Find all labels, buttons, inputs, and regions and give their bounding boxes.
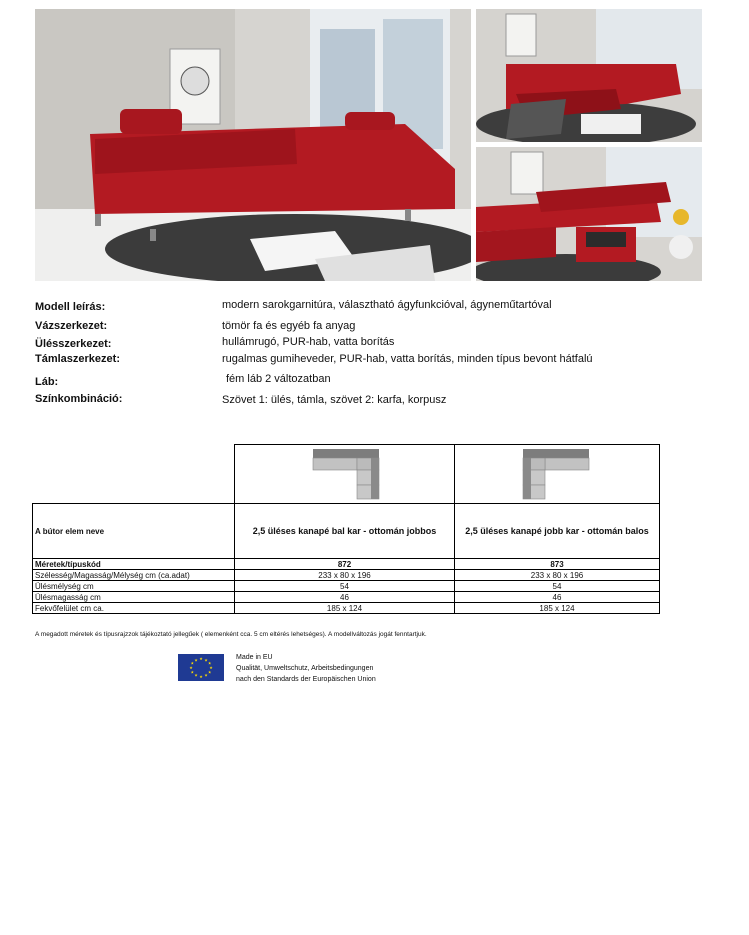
svg-text:★: ★ [199, 674, 203, 679]
spec-value-model: modern sarokgarnitúra, választható ágyfunkcióval, ágyneműtartóval [222, 299, 552, 311]
row-label: Méretek/típuskód [33, 559, 235, 570]
spec-value-back: rugalmas gumiheveder, PUR-hab, vatta borítás, minden típus bevont hátfalú [222, 353, 593, 365]
cell-left: 233 x 80 x 196 [235, 570, 455, 581]
table-row [33, 603, 660, 614]
svg-text:★: ★ [204, 672, 208, 678]
eu-line-standards: nach den Standards der Europäischen Union [236, 676, 376, 683]
cell-right: 873 [455, 559, 660, 570]
diagram-cell-left [235, 445, 455, 504]
svg-text:★: ★ [207, 669, 212, 675]
table-corner [33, 445, 235, 504]
spec-value-seat: hullámrugó, PUR-hab, vatta borítás [222, 336, 395, 348]
eu-flag-icon [178, 654, 224, 681]
cell-left: 46 [235, 592, 455, 603]
svg-text:★: ★ [194, 657, 198, 663]
row-label: Ülésmélység cm [33, 581, 235, 592]
product-photo-main [35, 9, 471, 281]
cell-left: 872 [235, 559, 455, 570]
table-row [33, 581, 660, 592]
svg-text:★: ★ [199, 656, 203, 661]
spec-value-color: Szövet 1: ülés, támla, szövet 2: karfa, korpusz [222, 394, 447, 406]
table-row [33, 559, 660, 570]
name-header: A bútor elem neve [33, 504, 235, 559]
row-label: Fekvőfelület cm ca. [33, 603, 235, 614]
eu-statement [236, 652, 376, 685]
cell-left: 185 x 124 [235, 603, 455, 614]
spec-label-seat: Ülésszerkezet: [35, 338, 112, 350]
spec-label-leg: Láb: [35, 376, 59, 388]
cell-right: 233 x 80 x 196 [455, 570, 660, 581]
spec-label-model: Modell leírás: [35, 301, 106, 313]
eu-line-quality: Qualität, Umweltschutz, Arbeitsbedingungen [236, 665, 374, 672]
cell-left: 54 [235, 581, 455, 592]
spec-label-back: Támlaszerkezet: [35, 353, 120, 365]
svg-text:★: ★ [190, 669, 195, 675]
sofa-diagram-right-icon [521, 445, 593, 501]
sofa-diagram-left-icon [309, 445, 381, 501]
cell-right: 185 x 124 [455, 603, 660, 614]
diagram-cell-right [455, 445, 660, 504]
disclaimer-note: A megadott méretek és típusrajzzok tájékoztató jellegűek ( elemenként cca. 5 cm eltérés lehetséges). A modellváltozás jogát fenntartjuk. [35, 631, 427, 638]
dimension-table [32, 444, 660, 614]
eu-line-made-in: Made in EU [236, 654, 273, 661]
cell-right: 54 [455, 581, 660, 592]
row-label: Szélesség/Magasság/Mélység cm (ca.adat) [33, 570, 235, 581]
cell-right: 46 [455, 592, 660, 603]
row-label: Ülésmagasság cm [33, 592, 235, 603]
svg-text:★: ★ [190, 660, 195, 666]
product-name-right: 2,5 üléses kanapé jobb kar - ottomán balos [455, 504, 660, 559]
table-row [33, 570, 660, 581]
svg-text:★: ★ [207, 660, 212, 666]
svg-text:★: ★ [189, 665, 193, 670]
product-photo-storage [476, 147, 702, 281]
svg-text:★: ★ [209, 665, 213, 670]
spec-value-leg: fém láb 2 változatban [226, 373, 331, 385]
spec-label-color: Színkombináció: [35, 393, 123, 405]
product-photo-bed-function [476, 9, 702, 142]
svg-text:★: ★ [194, 672, 198, 678]
table-row [33, 592, 660, 603]
svg-text:★: ★ [204, 657, 208, 663]
spec-label-frame: Vázszerkezet: [35, 320, 108, 332]
spec-value-frame: tömör fa és egyéb fa anyag [222, 320, 356, 332]
product-name-left: 2,5 üléses kanapé bal kar - ottomán jobbos [235, 504, 455, 559]
